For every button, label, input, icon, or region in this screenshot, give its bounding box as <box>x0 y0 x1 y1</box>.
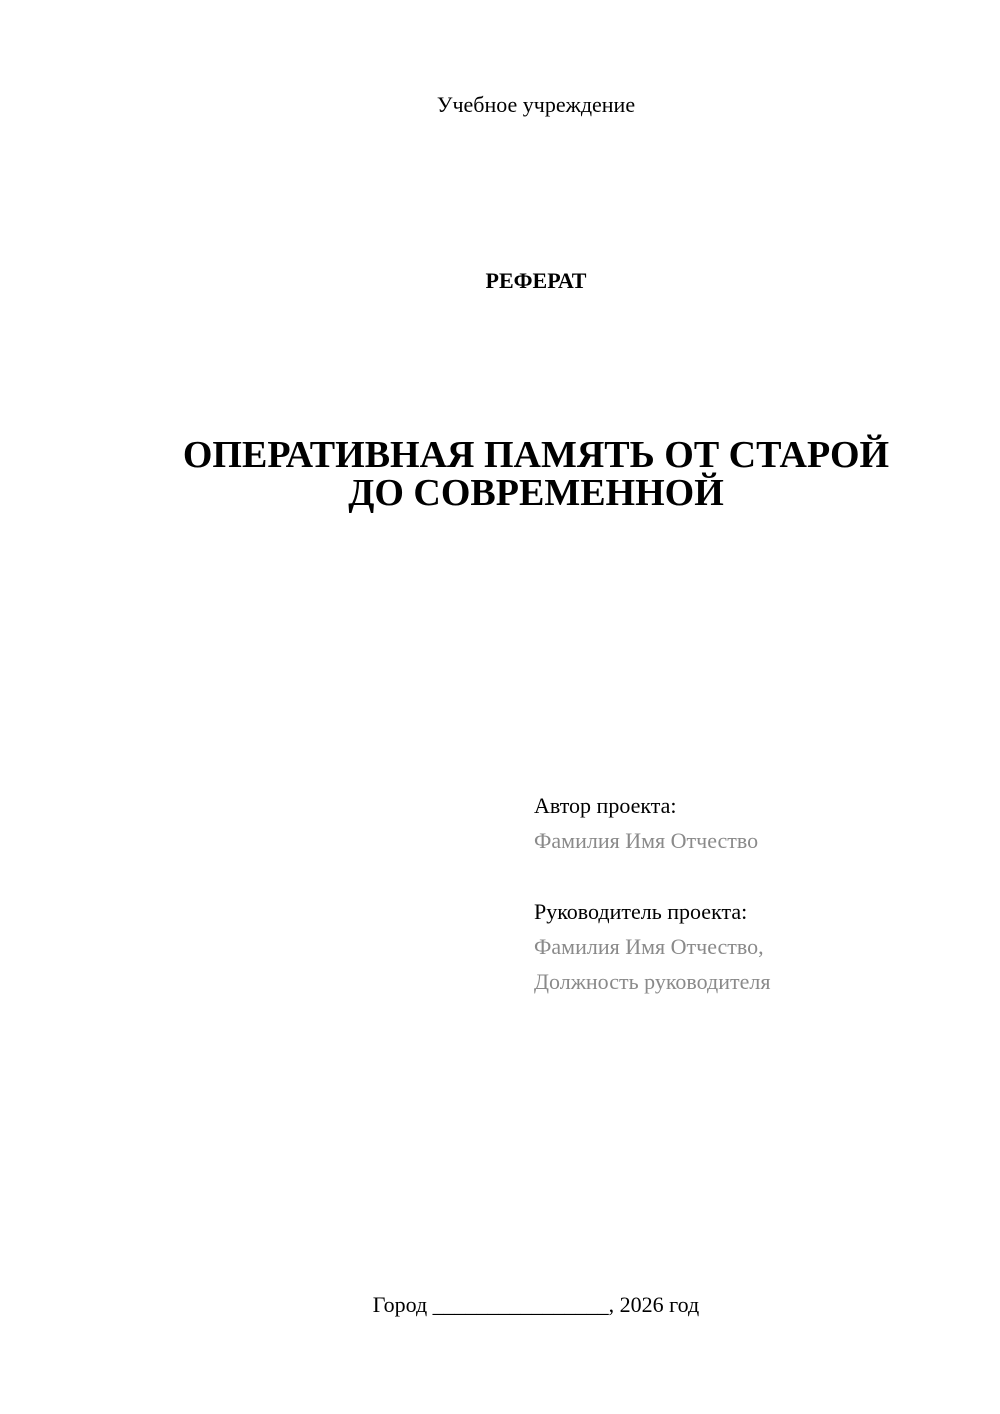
city-year-line: Город ________________, 2026 год <box>372 1292 700 1317</box>
document-title <box>0 436 1000 512</box>
document-title-line-1: ОПЕРАТИВНАЯ ПАМЯТЬ ОТ СТАРОЙ <box>182 434 890 476</box>
institution-name: Учебное учреждение <box>436 92 636 117</box>
document-title-line-2: ДО СОВРЕМЕННОЙ <box>348 472 724 514</box>
info-spacer <box>534 858 974 894</box>
author-label: Автор проекта: <box>534 793 677 818</box>
document-type: РЕФЕРАТ <box>485 268 587 293</box>
supervisor-name: Фамилия Имя Отчество, <box>534 934 764 959</box>
supervisor-label: Руководитель проекта: <box>534 899 748 924</box>
project-info-block <box>534 788 974 999</box>
author-name: Фамилия Имя Отчество <box>534 828 759 853</box>
supervisor-position: Должность руководителя <box>534 969 771 994</box>
